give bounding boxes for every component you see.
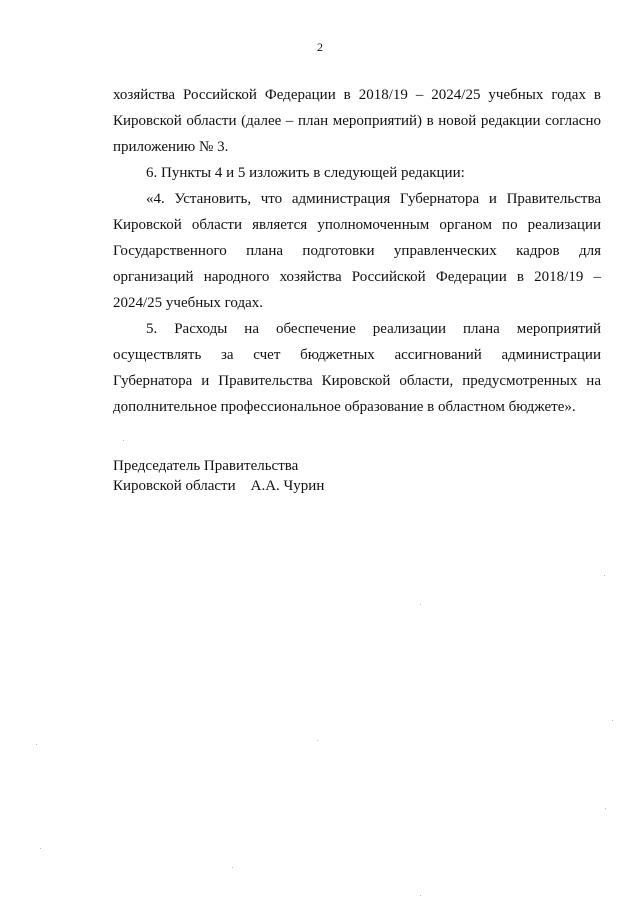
scan-speck — [232, 867, 233, 868]
scan-speck — [605, 808, 606, 809]
signature-block — [113, 456, 324, 496]
signature-title: Председатель Правительства — [113, 458, 299, 474]
scan-speck — [317, 740, 318, 741]
scan-speck — [420, 895, 421, 896]
paragraph-continuation: хозяйства Российской Федерации в 2018/19 – 2024/25 учебных годах в Кировской области (далее – план мероприятий) в новой редакции согласно приложению № 3. — [113, 87, 601, 155]
scan-speck — [612, 720, 613, 721]
scan-speck — [420, 604, 421, 605]
scan-speck — [123, 440, 124, 441]
paragraph-item-5-quote: 5. Расходы на обеспечение реализации плана мероприятий осуществлять за счет бюджетных ассигнований администрации Губернатора и Правительства Кировской области, предусмотренных на дополнительное профессиональное образование в областном бюджете». — [113, 321, 601, 415]
scan-speck — [40, 848, 41, 849]
signature-name: Кировской области А.А. Чурин — [113, 478, 325, 494]
document-body — [113, 82, 601, 420]
page-number: 2 — [317, 40, 323, 54]
scan-speck — [604, 575, 605, 576]
scan-speck — [36, 744, 37, 745]
paragraph-item-4-quote: «4. Установить, что администрация Губернатора и Правительства Кировской области является уполномоченным органом по реализации Государственного плана подготовки управленческих кадров для организаций народного хозяйства Российской Федерации в 2018/19 – 2024/25 учебных годах. — [113, 191, 601, 311]
paragraph-item-6: 6. Пункты 4 и 5 изложить в следующей редакции: — [146, 165, 465, 181]
